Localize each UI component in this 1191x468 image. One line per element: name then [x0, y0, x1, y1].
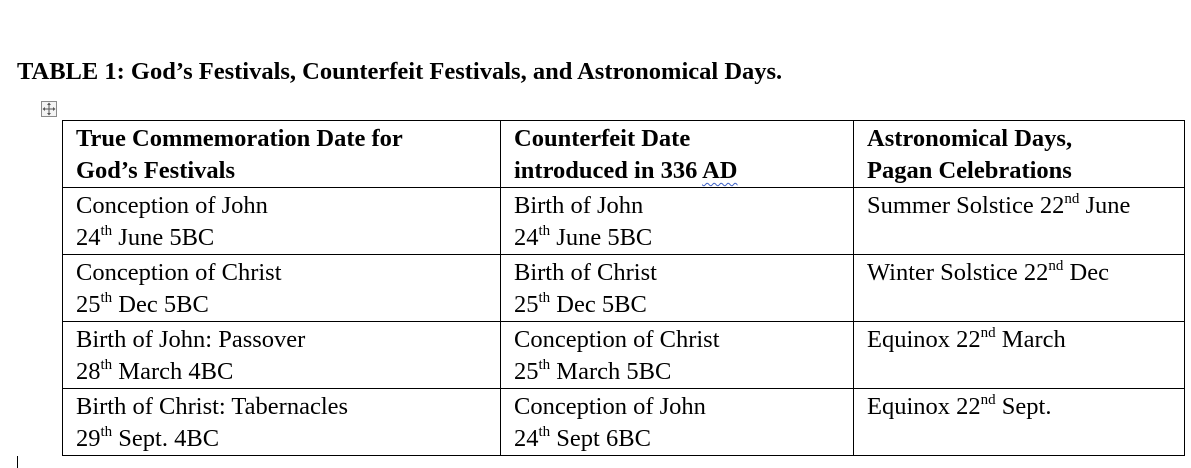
event-name: Conception of Christ: [514, 326, 720, 353]
header-line: God’s Festivals: [76, 157, 236, 184]
date-rest: June 5BC: [112, 224, 215, 251]
cell-astronomical-day[interactable]: [854, 188, 1185, 255]
table-header-row: [63, 121, 1185, 188]
table-row: [63, 188, 1185, 255]
ordinal-suffix: nd: [1064, 191, 1080, 207]
event-name: Conception of John: [514, 393, 706, 420]
event-date: [76, 289, 494, 321]
header-text: introduced in 336: [514, 157, 703, 184]
astro-text: Equinox 22: [867, 326, 981, 353]
header-line: Pagan Celebrations: [867, 157, 1072, 184]
ordinal-suffix: nd: [980, 392, 996, 408]
date-rest: March 5BC: [550, 358, 672, 385]
ordinal-suffix: th: [100, 357, 113, 373]
ordinal-suffix: th: [538, 223, 551, 239]
spellcheck-flagged-word[interactable]: AD: [702, 157, 738, 184]
day-number: 29: [76, 425, 101, 452]
astronomical-event: [867, 257, 1178, 289]
header-true-date[interactable]: [63, 121, 501, 188]
cell-true-date[interactable]: [63, 389, 501, 456]
date-rest: March 4BC: [112, 358, 234, 385]
table-move-handle[interactable]: [41, 101, 57, 117]
table-row: [63, 322, 1185, 389]
ordinal-suffix: th: [538, 290, 551, 306]
event-date: [76, 356, 494, 388]
header-line: Counterfeit Date: [514, 125, 691, 152]
ordinal-suffix: th: [100, 223, 113, 239]
ordinal-suffix: th: [538, 424, 551, 440]
table-row: [63, 255, 1185, 322]
date-rest: June 5BC: [550, 224, 653, 251]
cell-counterfeit-date[interactable]: [501, 188, 854, 255]
header-line: [514, 155, 847, 187]
text-cursor: [17, 456, 18, 468]
header-astronomical-days[interactable]: [854, 121, 1185, 188]
cell-astronomical-day[interactable]: [854, 389, 1185, 456]
event-name: Conception of John: [76, 192, 268, 219]
ordinal-suffix: th: [538, 357, 551, 373]
astro-text: Summer Solstice 22: [867, 192, 1065, 219]
move-arrows-icon: [42, 102, 56, 116]
date-rest: Sept. 4BC: [112, 425, 220, 452]
date-rest: Dec 5BC: [550, 291, 647, 318]
festivals-table: [62, 120, 1185, 456]
event-name: Birth of John: Passover: [76, 326, 306, 353]
ordinal-suffix: nd: [980, 325, 996, 341]
cell-astronomical-day[interactable]: [854, 255, 1185, 322]
astro-text: June: [1079, 192, 1131, 219]
day-number: 24: [76, 224, 101, 251]
event-date: [514, 356, 847, 388]
event-name: Birth of John: [514, 192, 644, 219]
event-date: [514, 289, 847, 321]
event-date: [76, 222, 494, 254]
event-name: Birth of Christ: [514, 259, 657, 286]
cell-true-date[interactable]: [63, 188, 501, 255]
astro-text: Winter Solstice 22: [867, 259, 1049, 286]
day-number: 25: [76, 291, 101, 318]
header-counterfeit-date[interactable]: [501, 121, 854, 188]
event-date: [514, 222, 847, 254]
ordinal-suffix: nd: [1048, 258, 1064, 274]
astronomical-event: [867, 391, 1178, 423]
date-rest: Dec 5BC: [112, 291, 209, 318]
day-number: 25: [514, 291, 539, 318]
day-number: 28: [76, 358, 101, 385]
event-name: Conception of Christ: [76, 259, 282, 286]
event-name: Birth of Christ: Tabernacles: [76, 393, 349, 420]
cell-counterfeit-date[interactable]: [501, 255, 854, 322]
astronomical-event: [867, 324, 1178, 356]
header-line: Astronomical Days,: [867, 125, 1073, 152]
ordinal-suffix: th: [100, 290, 113, 306]
cell-astronomical-day[interactable]: [854, 322, 1185, 389]
astro-text: March: [995, 326, 1066, 353]
day-number: 24: [514, 425, 539, 452]
cell-true-date[interactable]: [63, 255, 501, 322]
astro-text: Sept.: [995, 393, 1052, 420]
event-date: [76, 423, 494, 455]
event-date: [514, 423, 847, 455]
cell-true-date[interactable]: [63, 322, 501, 389]
day-number: 25: [514, 358, 539, 385]
ordinal-suffix: th: [100, 424, 113, 440]
astro-text: Equinox 22: [867, 393, 981, 420]
header-line: True Commemoration Date for: [76, 125, 403, 152]
date-rest: Sept 6BC: [550, 425, 651, 452]
day-number: 24: [514, 224, 539, 251]
cell-counterfeit-date[interactable]: [501, 322, 854, 389]
table-caption: TABLE 1: God’s Festivals, Counterfeit Festivals, and Astronomical Days.: [17, 58, 783, 85]
astro-text: Dec: [1063, 259, 1109, 286]
astronomical-event: [867, 190, 1178, 222]
cell-counterfeit-date[interactable]: [501, 389, 854, 456]
table-row: [63, 389, 1185, 456]
